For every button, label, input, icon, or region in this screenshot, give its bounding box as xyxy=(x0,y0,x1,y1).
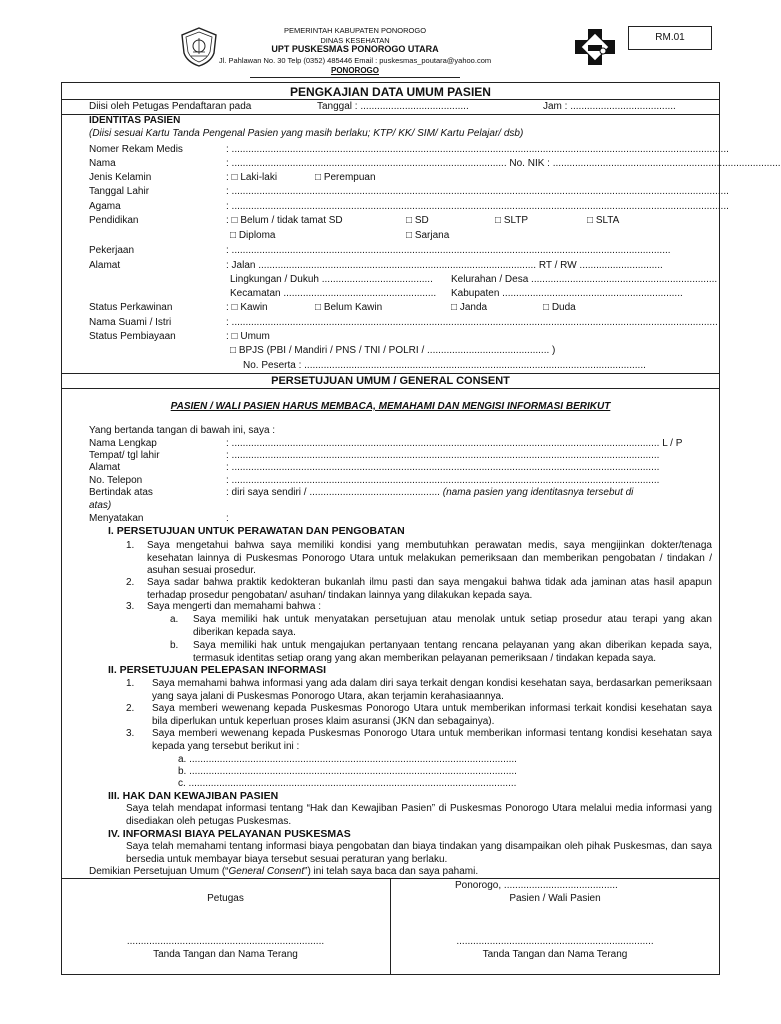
section-3-title: III. HAK DAN KEWAJIBAN PASIEN xyxy=(108,790,279,802)
identity-heading: IDENTITAS PASIEN xyxy=(89,115,181,126)
form-code-box xyxy=(628,26,712,50)
edu-label: Pendidikan xyxy=(89,215,139,226)
header-address: Jl. Pahlawan No. 30 Telp (0352) 485446 Email : puskesmas_poutara@yahoo.com xyxy=(218,56,492,65)
acting-note-cont: atas) xyxy=(89,500,112,511)
birth-label: Tempat/ tgl lahir xyxy=(89,450,160,461)
time-field[interactable]: Jam : ...................................... xyxy=(543,101,676,112)
pay-label: Status Pembiayaan xyxy=(89,331,176,342)
filled-by-label: Diisi oleh Petugas Pendaftaran pada xyxy=(89,101,252,112)
title-divider xyxy=(61,99,720,100)
s1-p2-num: 2. xyxy=(126,577,135,588)
officer-label: Petugas xyxy=(207,893,244,904)
health-cross-icon xyxy=(571,27,619,67)
header-divider xyxy=(250,77,460,78)
declare-colon: : xyxy=(226,513,229,524)
sex-label: Jenis Kelamin xyxy=(89,172,152,183)
edu-option-slta[interactable]: □ SLTA xyxy=(587,215,620,226)
s1-p3: Saya mengerti dan memahami bahwa : xyxy=(147,601,321,612)
marital-option-janda[interactable]: □ Janda xyxy=(451,302,488,313)
job-field[interactable]: : .............................................................................................................................................................. xyxy=(226,245,671,256)
patient-signature-line[interactable]: ....................................................................... xyxy=(456,936,654,947)
officer-signature-line[interactable]: ....................................................................... xyxy=(126,936,325,947)
marital-label: Status Perkawinan xyxy=(89,302,173,313)
regency-seal-icon xyxy=(178,26,220,68)
acting-field[interactable]: : diri saya sendiri / ............................................... xyxy=(226,487,440,498)
full-name-label: Nama Lengkap xyxy=(89,438,157,449)
sex-male-checkbox[interactable]: : □ Laki-laki xyxy=(226,172,278,183)
marital-option-belum[interactable]: □ Belum Kawin xyxy=(315,302,383,313)
spouse-label: Nama Suami / Istri xyxy=(89,317,172,328)
addr-village-field[interactable]: Kelurahan / Desa ................................................................... xyxy=(451,274,718,285)
marital-option-kawin[interactable]: : □ Kawin xyxy=(226,302,268,313)
s2-p2: Saya memberi wewenang kepada Puskesmas Ponorogo Utara untuk memberikan informasi terkait kondisi kesehatan saya bila diperlukan untuk keperluan proses klaim asuransi (JKN dan sebagainya). xyxy=(152,703,712,727)
dob-label: Tanggal Lahir xyxy=(89,186,150,197)
s1-p3-num: 3. xyxy=(126,601,135,612)
s1-p2: Saya sadar bahwa praktik kedokteran bukanlah ilmu pasti dan saya mengakui bahwa tidak ada jaminan atas hasil apapun terhadap prosedur pengobatan/ asuhan/ tindakan lainnya yang dilakukan kepada saya. xyxy=(147,577,712,601)
addr-street-field[interactable]: : Jalan .................................................................................................... RT / RW .............................. xyxy=(226,260,663,271)
place-date-field[interactable]: Ponorogo, ......................................... xyxy=(455,880,618,891)
s1-a-num: a. xyxy=(170,614,179,625)
consent-heading: PERSETUJUAN UMUM / GENERAL CONSENT xyxy=(271,375,510,387)
birth-field[interactable]: : .......................................................................................................................................................... xyxy=(226,450,660,461)
pay-option-bpjs[interactable]: □ BPJS (PBI / Mandiri / PNS / TNI / POLRI / ............................................ ) xyxy=(230,345,556,356)
pay-option-umum[interactable]: : □ Umum xyxy=(226,331,270,342)
addr-regency-field[interactable]: Kabupaten ................................................................. xyxy=(451,288,683,299)
edu-option-sd[interactable]: □ SD xyxy=(406,215,429,226)
s4-p: Saya telah memahami tentang informasi biaya pengobatan dan biaya tindakan yang disampaikan oleh pihak Puskesmas, dan saya bersedia untuk membayar biaya tersebut sesuai peraturan yang berlaku. xyxy=(126,841,712,865)
s2-recipient-b[interactable]: b. ...................................................................................................................... xyxy=(178,766,517,777)
consent-intro: Yang bertanda tangan di bawah ini, saya : xyxy=(89,425,276,436)
health-logo xyxy=(571,27,619,67)
rm-field[interactable]: : ................................................................................................................................................................................... xyxy=(226,144,729,155)
edu-option-sarjana[interactable]: □ Sarjana xyxy=(406,230,450,241)
sex-female-checkbox[interactable]: □ Perempuan xyxy=(315,172,376,183)
phone-field[interactable]: : .......................................................................................................................................................... xyxy=(226,475,660,486)
closing-pre: Demikian Persetujuan Umum (“ xyxy=(89,866,229,877)
religion-field[interactable]: : ................................................................................................................................................................................... xyxy=(226,201,729,212)
form-title: PENGKAJIAN DATA UMUM PASIEN xyxy=(290,85,491,99)
s1-b: Saya memiliki hak untuk mengajukan pertanyaan tentang rencana pelayanan yang akan diberikan kepada saya, termasuk identitas setiap orang yang akan memberikan pelayanan pemeriksaan / tindakan kepada saya. xyxy=(193,640,712,664)
addr-hamlet-field[interactable]: Lingkungan / Dukuh ........................................ xyxy=(230,274,433,285)
s1-p1: Saya mengetahui bahwa saya memiliki kondisi yang membutuhkan perawatan medis, saya mengijinkan dokter/tenaga kesehatan lainnya di Puskesmas Ponorogo Utara untuk melakukan pemeriksaan dan memberikan pengobatan / tindakan / asuhan sesuai prosedur. xyxy=(147,540,712,576)
header-unit: UPT PUSKESMAS PONOROGO UTARA xyxy=(271,44,439,54)
addr-label: Alamat xyxy=(89,260,121,271)
declare-label: Menyatakan xyxy=(89,513,144,524)
closing-statement xyxy=(89,866,478,879)
identity-note: (Diisi sesuai Kartu Tanda Pengenal Pasien yang masih berlaku; KTP/ KK/ SIM/ Kartu Pelajar/ dsb) xyxy=(89,128,524,139)
s2-p1-num: 1. xyxy=(126,678,135,689)
religion-label: Agama xyxy=(89,201,121,212)
s2-recipient-c[interactable]: c. ...................................................................................................................... xyxy=(178,778,517,789)
edu-option-diploma[interactable]: □ Diploma xyxy=(230,230,276,241)
name-label: Nama xyxy=(89,158,116,169)
s1-a: Saya memiliki hak untuk menyatakan persetujuan atau menolak untuk setiap prosedur atau terapi yang akan diberikan kepada saya. xyxy=(193,614,712,638)
consent-address-field[interactable]: : .......................................................................................................................................................... xyxy=(226,462,660,473)
date-field[interactable]: Tanggal : ....................................... xyxy=(317,101,469,112)
section-2-title: II. PERSETUJUAN PELEPASAN INFORMASI xyxy=(108,664,326,676)
section-4-title: IV. INFORMASI BIAYA PELAYANAN PUSKESMAS xyxy=(108,828,351,840)
header-city: PONOROGO xyxy=(330,66,379,75)
closing-em: General Consent xyxy=(228,866,305,877)
patient-label: Pasien / Wali Pasien xyxy=(509,893,601,904)
acting-label: Bertindak atas xyxy=(89,487,153,498)
marital-option-duda[interactable]: □ Duda xyxy=(543,302,576,313)
s2-p3-num: 3. xyxy=(126,728,135,739)
addr-district-field[interactable]: Kecamatan ....................................................... xyxy=(230,288,437,299)
full-name-field[interactable]: : .......................................................................................................................................................... L / P xyxy=(226,438,683,449)
edu-option-belum-sd[interactable]: : □ Belum / tidak tamat SD xyxy=(226,215,343,226)
s3-p: Saya telah mendapat informasi tentang “Hak dan Kewajiban Pasien” di Puskesmas Ponorogo Utara melalui media informasi yang disediakan oleh petugas Puskesmas. xyxy=(126,803,712,827)
regency-logo xyxy=(178,26,220,68)
form-code: RM.01 xyxy=(655,32,685,43)
bpjs-number-field[interactable]: No. Peserta : ........................................................................................................................... xyxy=(243,360,646,371)
s2-p3: Saya memberi wewenang kepada Puskesmas Ponorogo Utara untuk memberikan informasi tentang kondisi kesehatan saya kepada yang tersebut berikut ini : xyxy=(152,728,712,752)
consent-instruction: PASIEN / WALI PASIEN HARUS MEMBACA, MEMAHAMI DAN MENGISI INFORMASI BERIKUT xyxy=(170,401,611,412)
consent-address-label: Alamat xyxy=(89,462,121,473)
spouse-field[interactable]: : ............................................................................................................................................................................... xyxy=(226,317,718,328)
rm-label: Nomer Rekam Medis xyxy=(89,144,183,155)
consent-heading-divider xyxy=(61,388,720,389)
dob-field[interactable]: : ................................................................................................................................................................................... xyxy=(226,186,729,197)
s2-recipient-a[interactable]: a. ...................................................................................................................... xyxy=(178,754,517,765)
s1-p1-num: 1. xyxy=(126,540,135,551)
name-nik-field[interactable]: : ................................................................................................... No. NIK : .................................................................................. xyxy=(226,158,781,169)
header-dept: DINAS KESEHATAN xyxy=(320,36,390,45)
job-label: Pekerjaan xyxy=(89,245,135,256)
edu-option-sltp[interactable]: □ SLTP xyxy=(495,215,529,226)
phone-label: No. Telepon xyxy=(89,475,143,486)
s1-b-num: b. xyxy=(170,640,179,651)
closing-post: ”) ini telah saya baca dan saya pahami. xyxy=(304,866,479,877)
s2-p1: Saya memahami bahwa informasi yang ada dalam diri saya terkait dengan kondisi kesehatan saya, berdasarkan pemeriksaan yang saya jalani di Puskesmas Ponorogo Utara, akan terjamin kerahasiaannya. xyxy=(152,678,712,702)
section-1-title: I. PERSETUJUAN UNTUK PERAWATAN DAN PENGOBATAN xyxy=(108,525,405,537)
officer-signature-caption: Tanda Tangan dan Nama Terang xyxy=(153,949,298,960)
patient-signature-caption: Tanda Tangan dan Nama Terang xyxy=(482,949,628,960)
header-gov: PEMERINTAH KABUPATEN PONOROGO xyxy=(283,26,427,35)
s2-p2-num: 2. xyxy=(126,703,135,714)
acting-note: (nama pasien yang identitasnya tersebut di xyxy=(442,487,634,498)
